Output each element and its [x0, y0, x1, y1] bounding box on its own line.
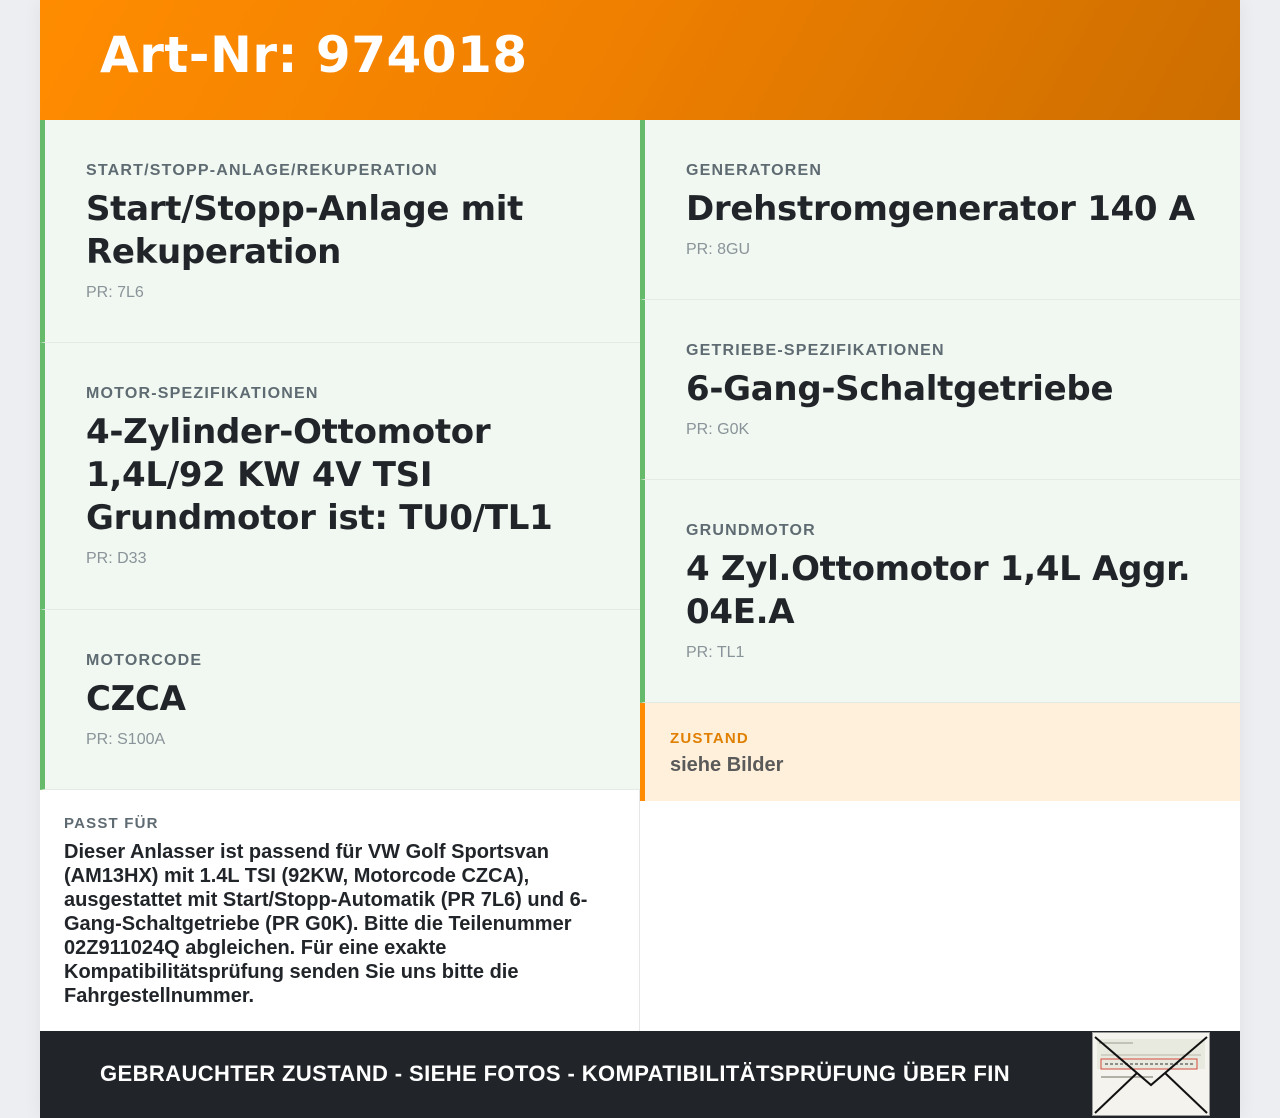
condition-label: ZUSTAND: [670, 730, 749, 747]
spec-label: MOTORCODE: [86, 652, 203, 669]
registration-envelope-icon: [1092, 1032, 1210, 1116]
article-number-title: Art-Nr: 974018: [100, 26, 528, 84]
spec-label: GRUNDMOTOR: [686, 522, 816, 539]
spec-value: Start/Stopp-Anlage mit Rekuperation: [86, 189, 524, 272]
spec-card-motor: [40, 343, 640, 610]
spec-pr-code: PR: S100A: [86, 731, 166, 748]
footer-bar: [40, 1031, 1240, 1118]
spec-card-getriebe: [640, 300, 1240, 480]
spec-label: START/STOPP-ANLAGE/REKUPERATION: [86, 162, 438, 179]
footer-notice: GEBRAUCHTER ZUSTAND - SIEHE FOTOS - KOMPATIBILITÄTSPRÜFUNG ÜBER FIN: [100, 1061, 1011, 1086]
product-card: [40, 0, 1240, 1118]
compatibility-text: Dieser Anlasser ist passend für VW Golf Sportsvan (AM13HX) mit 1.4L TSI (92KW, Motorcode CZCA), ausgestattet mit Start/Stopp-Automatik (PR 7L6) und 6-Gang-Schaltgetriebe (PR G0K). Bitte die Teilenummer 02Z911024Q abgleichen. Für eine exakte Kompatibilitätsprüfung senden Sie uns bitte die Fahrgestellnummer.: [64, 841, 588, 1007]
spec-value: CZCA: [86, 679, 186, 719]
spec-card-start-stopp: [40, 120, 640, 343]
spec-label: GENERATOREN: [686, 162, 823, 179]
spec-pr-code: PR: D33: [86, 550, 147, 567]
condition-box: [640, 703, 1240, 801]
spec-card-generator: [640, 120, 1240, 300]
spec-label: MOTOR-SPEZIFIKATIONEN: [86, 385, 319, 402]
spec-value: Drehstromgenerator 140 A: [686, 189, 1195, 229]
spec-pr-code: PR: TL1: [686, 644, 745, 661]
spec-label: GETRIEBE-SPEZIFIKATIONEN: [686, 342, 945, 359]
spec-pr-code: PR: 8GU: [686, 241, 751, 258]
compatibility-section: [40, 790, 640, 1031]
envelope-graphic: [1093, 1033, 1209, 1115]
compatibility-label: PASST FÜR: [64, 815, 159, 832]
spec-pr-code: PR: G0K: [686, 421, 750, 438]
header-banner: [40, 0, 1240, 120]
spec-value: 6-Gang-Schaltgetriebe: [686, 369, 1114, 409]
spec-value: 4 Zyl.Ottomotor 1,4L Aggr. 04E.A: [686, 549, 1191, 632]
spec-pr-code: PR: 7L6: [86, 284, 144, 301]
spec-value: 4-Zylinder-Ottomotor 1,4L/92 KW 4V TSI Grundmotor ist: TU0/TL1: [86, 412, 553, 538]
condition-value: siehe Bilder: [670, 754, 784, 776]
spec-card-motorcode: [40, 610, 640, 790]
spec-card-grundmotor: [640, 480, 1240, 703]
